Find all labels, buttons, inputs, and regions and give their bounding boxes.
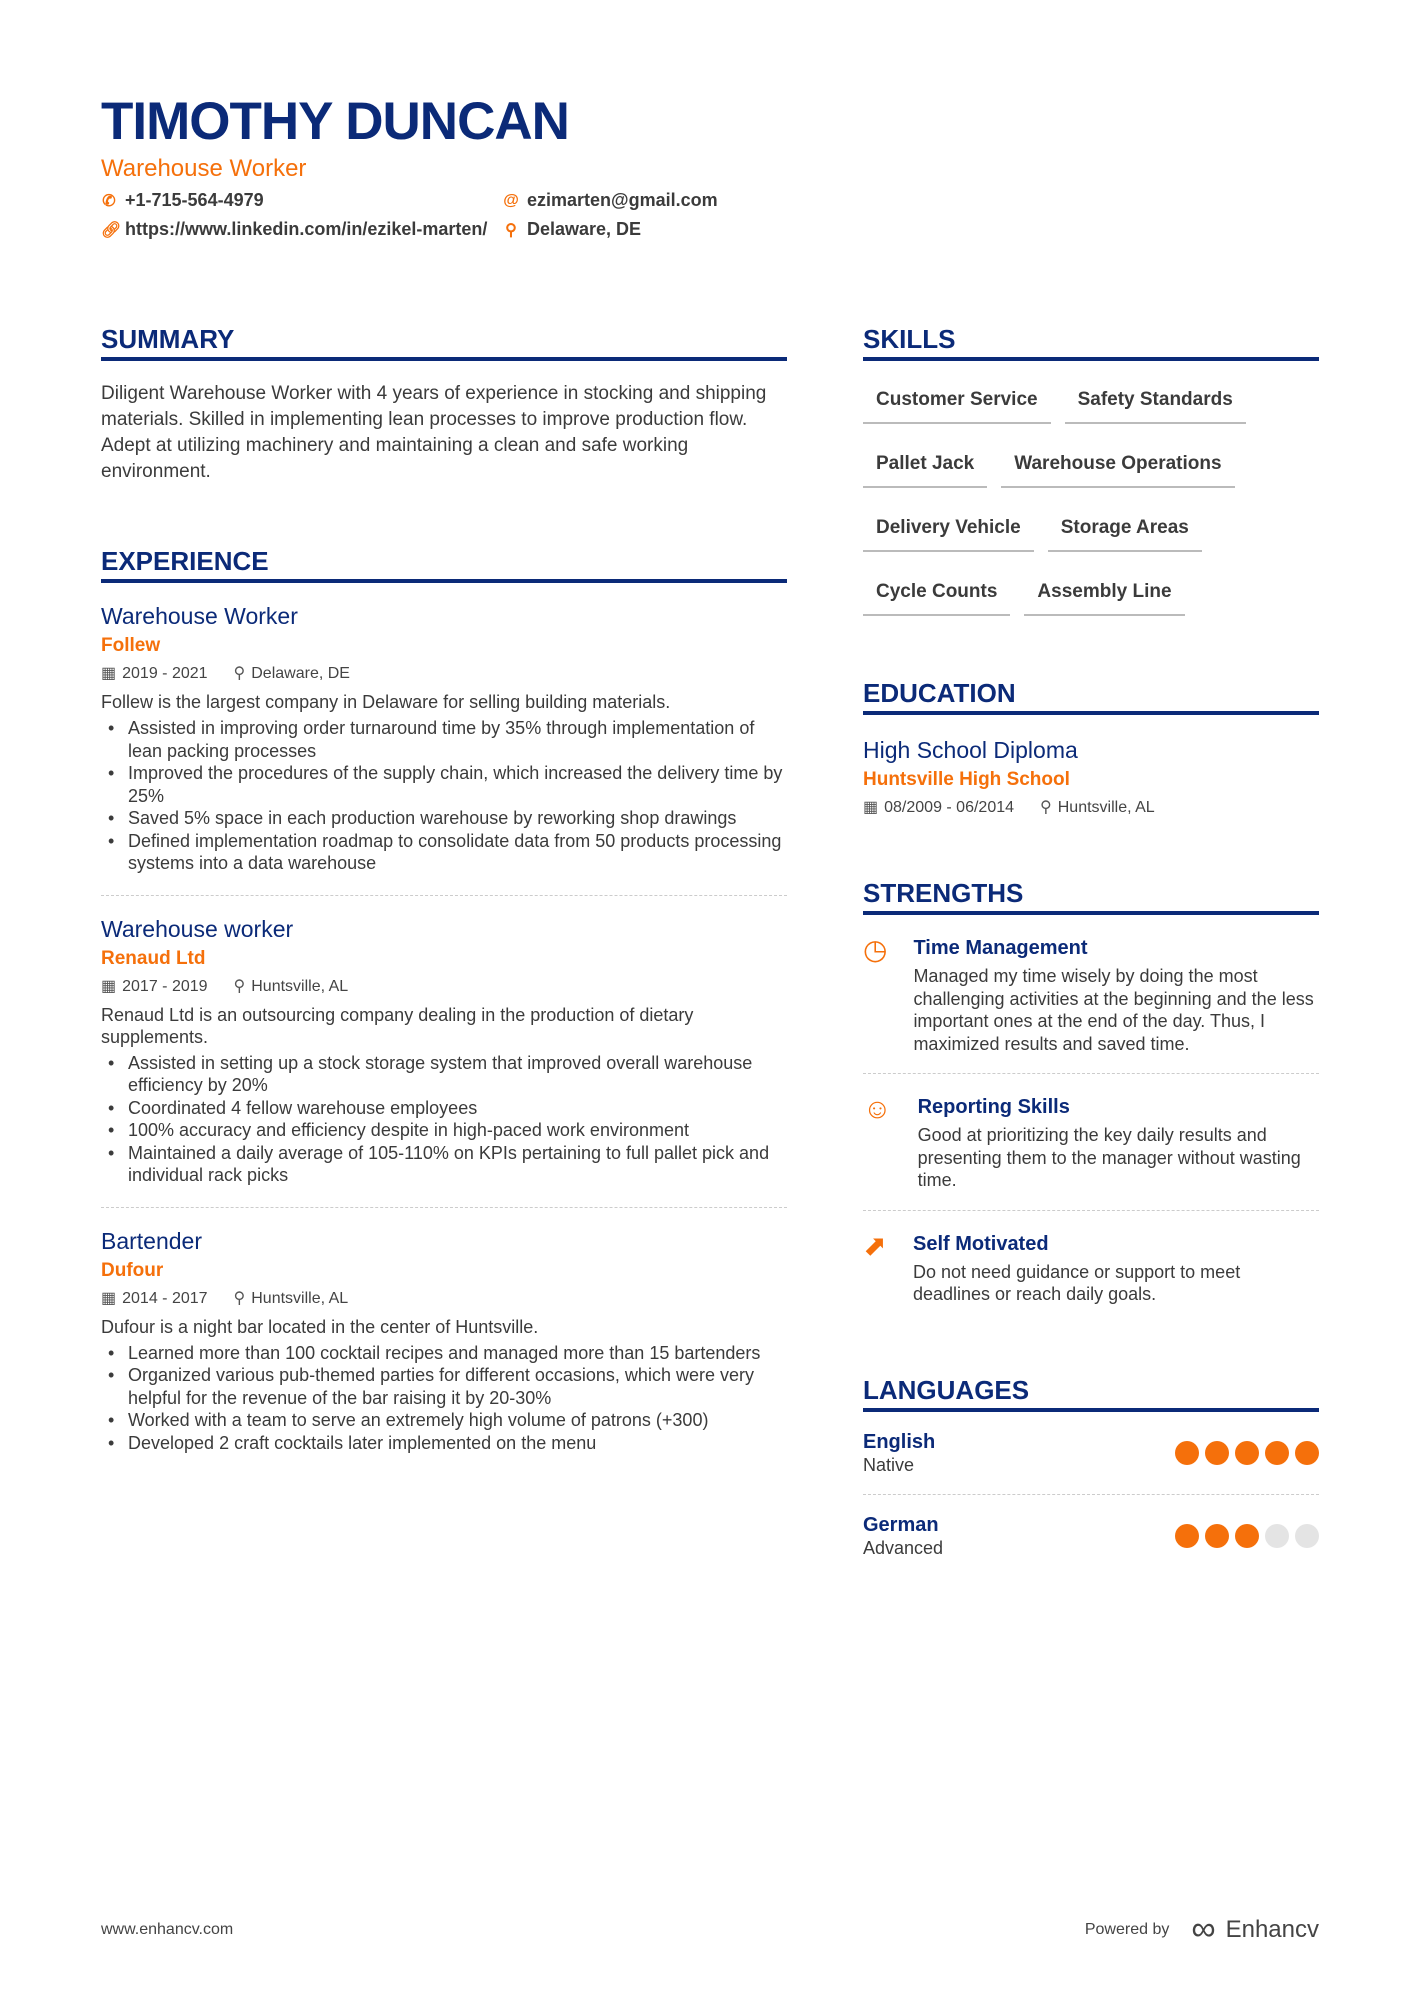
left-column	[101, 323, 787, 1474]
experience-list	[101, 583, 787, 1474]
company-name: Renaud Ltd	[101, 947, 206, 969]
strength-item	[863, 1074, 1319, 1211]
enhancv-logo[interactable]	[1191, 1910, 1319, 1949]
job-entry	[101, 896, 787, 1208]
language-level: Native	[863, 1454, 915, 1475]
strength-title: Time Management	[913, 937, 1088, 959]
job-title: Warehouse Worker	[101, 603, 298, 629]
strengths-list	[863, 915, 1319, 1324]
location	[234, 976, 349, 998]
website-link[interactable]: www.enhancv.com	[101, 1920, 234, 1938]
skill-tag: Customer Service	[863, 377, 1051, 424]
skill-tag: Assembly Line	[1024, 569, 1184, 616]
right-column	[863, 323, 1319, 1577]
phone-icon: ✆	[102, 192, 116, 210]
company-name: Follew	[101, 635, 161, 656]
achievements-list	[101, 1052, 787, 1187]
language-item	[863, 1495, 1319, 1577]
rating-dot	[1295, 1524, 1319, 1548]
language-info	[863, 1513, 943, 1559]
rating-dot	[1175, 1524, 1199, 1548]
company-description: Follew is the largest company in Delaware for selling building materials.	[101, 692, 671, 712]
rating-dot	[1265, 1524, 1289, 1548]
strength-description: Do not need guidance or support to meet deadlines or reach daily goals.	[912, 1261, 1241, 1304]
job-dates: 2017 - 2019	[122, 977, 208, 995]
candidate-name: TIMOTHY DUNCAN	[101, 92, 569, 151]
education-dates: 08/2009 - 06/2014	[884, 799, 1015, 816]
rating-dot	[1295, 1441, 1319, 1465]
skill-tag: Pallet Jack	[863, 441, 987, 488]
education-heading: EDUCATION	[863, 677, 1319, 715]
job-entry	[101, 1208, 787, 1475]
achievement-item: • Improved the procedures of the supply chain, which increased the delivery time by 25%	[101, 762, 787, 807]
rating-dot	[1265, 1441, 1289, 1465]
location-text: Delaware, DE	[527, 219, 642, 239]
experience-heading: EXPERIENCE	[101, 545, 787, 583]
job-title: Warehouse worker	[101, 915, 294, 942]
infinity-logo-icon: ∞	[1191, 1910, 1216, 1948]
footer	[101, 1910, 1319, 1949]
company-description: Renaud Ltd is an outsourcing company dealing in the production of dietary supplements.	[101, 1004, 694, 1047]
strength-description: Good at prioritizing the key daily results and presenting them to the manager without wasting time.	[917, 1125, 1301, 1190]
skill-tag: Safety Standards	[1065, 377, 1246, 424]
strength-description: Managed my time wisely by doing the most challenging activities at the beginning and the less important ones at the end of the day. Thus, I maximized results and saved time.	[913, 966, 1314, 1054]
achievements-list	[101, 1342, 787, 1455]
calendar-icon: ▦	[101, 665, 117, 682]
location-pin-icon: ⚲	[233, 977, 246, 995]
achievement-item: • Maintained a daily average of 105-110% on KPIs pertaining to full pallet pick and individual rack picks	[101, 1142, 787, 1187]
job-meta	[101, 663, 787, 685]
job-dates: 2014 - 2017	[122, 1289, 208, 1307]
link-icon: 🔗︎	[101, 221, 122, 239]
brand-name: Enhancv	[1225, 1915, 1319, 1943]
job-dates: 2019 - 2021	[122, 665, 208, 682]
calendar-icon: ▦	[863, 799, 879, 816]
rating-dot	[1235, 1524, 1259, 1548]
dates	[101, 976, 208, 998]
strength-title: Self Motivated	[912, 1232, 1049, 1255]
achievement-item: • Assisted in setting up a stock storage system that improved overall warehouse efficiency by 20%	[101, 1052, 787, 1097]
dates	[101, 1288, 208, 1310]
achievement-item: • Saved 5% space in each production warehouse by reworking shop drawings	[101, 807, 787, 830]
language-level: Advanced	[863, 1537, 944, 1558]
location	[503, 219, 903, 240]
strength-content	[913, 1231, 1319, 1306]
phone	[101, 190, 503, 211]
job-location: Huntsville, AL	[251, 977, 349, 995]
calendar-icon: ▦	[101, 1289, 117, 1307]
education-entry	[863, 735, 1319, 819]
achievement-item: • Assisted in improving order turnaround time by 35% through implementation of lean packing processes	[101, 717, 787, 762]
company-description: Dufour is a night bar located in the center of Huntsville.	[101, 1316, 539, 1337]
language-item	[863, 1412, 1319, 1495]
phone-text: +1-715-564-4979	[125, 190, 264, 210]
dates	[101, 663, 208, 685]
location-pin-icon: ⚲	[233, 1289, 246, 1307]
job-location: Delaware, DE	[251, 665, 350, 682]
language-rating	[1175, 1524, 1319, 1548]
powered-by-label: Powered by	[1084, 1920, 1170, 1938]
job-title: Bartender	[101, 1227, 203, 1254]
strengths-heading: STRENGTHS	[863, 877, 1319, 915]
achievement-item: • Organized various pub-themed parties for different occasions, which were very helpful for the revenue of the bar raising it by 20-30%	[101, 1364, 787, 1409]
location	[234, 1288, 349, 1310]
languages-list	[863, 1412, 1319, 1577]
strength-content	[913, 935, 1319, 1055]
education-meta	[863, 797, 1319, 819]
achievement-item: • Learned more than 100 cocktail recipes and managed more than 15 bartenders	[101, 1342, 787, 1365]
location-pin-icon: ⚲	[233, 665, 246, 682]
email[interactable]	[503, 190, 903, 211]
achievement-item: • Developed 2 craft cocktails later implemented on the menu	[101, 1432, 787, 1455]
location-pin-icon: ⚲	[505, 221, 517, 239]
skills-list	[863, 377, 1303, 633]
language-info	[863, 1430, 935, 1476]
achievement-item: • Worked with a team to serve an extremely high volume of patrons (+300)	[101, 1409, 787, 1432]
linkedin[interactable]	[101, 219, 503, 240]
company-name: Dufour	[101, 1259, 164, 1281]
headset-person-icon: ☺	[863, 1093, 892, 1124]
rating-dot	[1205, 1441, 1229, 1465]
skill-tag: Cycle Counts	[863, 569, 1010, 616]
location-pin-icon: ⚲	[1040, 799, 1052, 816]
candidate-title: Warehouse Worker	[101, 155, 307, 182]
clock-icon: ◷	[863, 934, 888, 965]
contact-info	[101, 190, 1321, 240]
rating-dot	[1235, 1441, 1259, 1465]
location	[234, 663, 350, 685]
resume-header	[101, 92, 1321, 240]
achievements-list	[101, 717, 787, 875]
strength-title: Reporting Skills	[917, 1096, 1070, 1118]
trend-up-icon: ⬈	[863, 1229, 887, 1261]
language-name: English	[863, 1430, 936, 1453]
skill-tag: Warehouse Operations	[1001, 441, 1234, 488]
linkedin-link[interactable]: https://www.linkedin.com/in/ezikel-marten/	[125, 219, 488, 239]
summary-text: Diligent Warehouse Worker with 4 years of experience in stocking and shipping materials. Skilled in implementing lean processes to improve production flow. Adept at utilizing machinery and maintaining a clean and safe working environment.	[101, 383, 767, 482]
languages-heading: LANGUAGES	[863, 1374, 1319, 1412]
strength-item	[863, 1211, 1319, 1324]
email-text[interactable]: ezimarten@gmail.com	[527, 190, 718, 210]
language-name: German	[863, 1513, 939, 1536]
skill-tag: Delivery Vehicle	[863, 505, 1034, 552]
rating-dot	[1175, 1441, 1199, 1465]
school: Huntsville High School	[863, 769, 1070, 790]
skill-tag: Storage Areas	[1048, 505, 1202, 552]
calendar-icon: ▦	[101, 977, 117, 995]
achievement-item: • Coordinated 4 fellow warehouse employees	[101, 1097, 787, 1120]
job-location: Huntsville, AL	[251, 1289, 349, 1307]
achievement-item: • Defined implementation roadmap to consolidate data from 50 products processing systems into a data warehouse	[101, 830, 787, 875]
rating-dot	[1205, 1524, 1229, 1548]
skills-heading: SKILLS	[863, 323, 1319, 361]
degree: High School Diploma	[863, 737, 1078, 763]
strength-item	[863, 915, 1319, 1074]
education-location: Huntsville, AL	[1057, 799, 1155, 816]
at-icon: @	[503, 191, 519, 209]
job-entry	[101, 583, 787, 896]
achievement-item: • 100% accuracy and efficiency despite in high-paced work environment	[101, 1119, 787, 1142]
job-meta	[101, 976, 787, 998]
summary-heading: SUMMARY	[101, 323, 787, 361]
strength-content	[918, 1094, 1319, 1192]
language-rating	[1175, 1441, 1319, 1465]
powered-by	[1085, 1910, 1319, 1949]
job-meta	[101, 1288, 787, 1310]
